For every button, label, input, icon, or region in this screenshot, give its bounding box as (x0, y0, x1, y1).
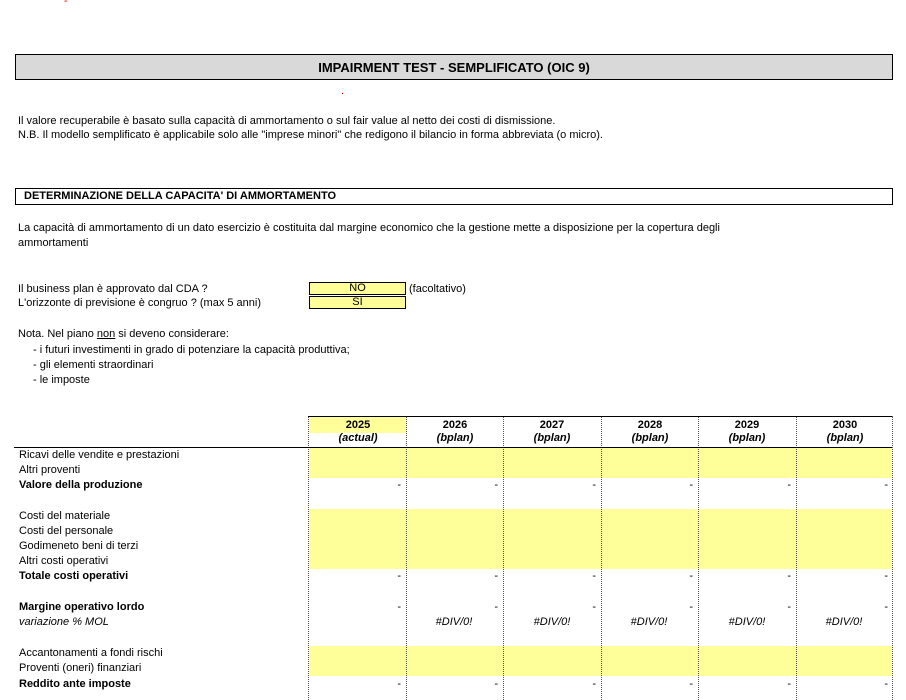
cell-totale-costi-2027[interactable]: - (592, 570, 596, 582)
year-label: 2029 (734, 419, 760, 431)
column-separator (698, 416, 699, 700)
row-label-costi-personale: Costi del personale (19, 525, 114, 537)
cell-valore-produzione-2028[interactable]: - (689, 479, 693, 491)
question-orizzonte-label: L'orizzonte di previsione è congruo ? (max 5 anni) (18, 297, 262, 309)
row-label-costi-materiale: Costi del materiale (19, 510, 111, 522)
year-type: (actual) (338, 432, 378, 444)
column-separator (503, 416, 504, 700)
year-label: 2026 (442, 419, 468, 431)
cell-reddito-2027[interactable]: - (592, 678, 596, 690)
nota-item: - le imposte (33, 374, 90, 386)
table-top-border (308, 416, 892, 417)
cell-mol-2028[interactable]: - (689, 601, 693, 613)
red-mark-top: - (64, 0, 68, 7)
column-separator (308, 416, 309, 700)
cell-reddito-2029[interactable]: - (787, 678, 791, 690)
year-type: (bplan) (631, 432, 669, 444)
cell-valore-produzione-2026[interactable]: - (494, 479, 498, 491)
cell-valore-produzione-2027[interactable]: - (592, 479, 596, 491)
section-desc-2: ammortamenti (18, 237, 89, 249)
year-header-2025 (310, 419, 406, 445)
cell-variazione-mol-2029[interactable]: #DIV/0! (728, 616, 766, 628)
cell-mol-2025[interactable]: - (397, 601, 401, 613)
row-label-altri-proventi: Altri proventi (19, 464, 81, 476)
cell-mol-2029[interactable]: - (787, 601, 791, 613)
year-header-2029 (699, 419, 795, 445)
year-type: (bplan) (826, 432, 864, 444)
row-label-proventi-finanziari: Proventi (oneri) finanziari (19, 662, 142, 674)
cell-reddito-2028[interactable]: - (689, 678, 693, 690)
nota-item: - gli elementi straordinari (33, 359, 154, 371)
nota-heading (18, 327, 229, 341)
cell-reddito-2030[interactable]: - (884, 678, 888, 690)
cell-valore-produzione-2029[interactable]: - (787, 479, 791, 491)
year-label: 2030 (832, 419, 858, 431)
column-separator (892, 416, 893, 700)
cell-totale-costi-2028[interactable]: - (689, 570, 693, 582)
column-separator (796, 416, 797, 700)
section-desc-1: La capacità di ammortamento di un dato esercizio è costituita dal margine economico che la gestione mette a disposizione per la copertura degli (18, 222, 720, 234)
year-type: (bplan) (436, 432, 474, 444)
year-header-2028 (602, 419, 698, 445)
row-label-variazione-mol: variazione % MOL (19, 616, 109, 628)
row-label-godimento: Godimeneto beni di terzi (19, 540, 139, 552)
cell-variazione-mol-2026[interactable]: #DIV/0! (435, 616, 473, 628)
column-separator (406, 416, 407, 700)
orizzonte-congruo-input[interactable]: SI (309, 296, 406, 309)
cell-totale-costi-2025[interactable]: - (397, 570, 401, 582)
nota-underlined: non (96, 328, 116, 340)
cell-totale-costi-2026[interactable]: - (494, 570, 498, 582)
year-header-2027 (504, 419, 600, 445)
cell-reddito-2026[interactable]: - (494, 678, 498, 690)
page-title: IMPAIRMENT TEST - SEMPLIFICATO (OIC 9) (15, 54, 893, 80)
nota-prefix: Nota. Nel piano (18, 328, 97, 340)
year-header-2030 (797, 419, 893, 445)
intro-line-1: Il valore recuperabile è basato sulla capacità di ammortamento o sul fair value al netto dei costi di dismissione. (18, 115, 556, 127)
row-label-mol: Margine operativo lordo (19, 601, 145, 613)
row-label-ricavi: Ricavi delle vendite e prestazioni (19, 449, 180, 461)
row-label-accantonamenti: Accantonamenti a fondi rischi (19, 647, 163, 659)
nota-suffix: si deveno considerare: (115, 328, 229, 340)
row-label-totale-costi: Totale costi operativi (19, 570, 129, 582)
year-type: (bplan) (533, 432, 571, 444)
cell-reddito-2025[interactable]: - (397, 678, 401, 690)
column-separator (601, 416, 602, 700)
cell-totale-costi-2029[interactable]: - (787, 570, 791, 582)
year-label: 2028 (637, 419, 663, 431)
red-mark-mid: . (341, 85, 345, 97)
cell-valore-produzione-2030[interactable]: - (884, 479, 888, 491)
section-title: DETERMINAZIONE DELLA CAPACITA' DI AMMORTAMENTO (15, 188, 893, 205)
cell-mol-2026[interactable]: - (494, 601, 498, 613)
cell-mol-2027[interactable]: - (592, 601, 596, 613)
cell-variazione-mol-2030[interactable]: #DIV/0! (825, 616, 863, 628)
year-type: (bplan) (728, 432, 766, 444)
row-label-valore-produzione: Valore della produzione (19, 479, 143, 491)
year-label: 2027 (539, 419, 565, 431)
year-label: 2025 (345, 419, 371, 431)
cell-variazione-mol-2028[interactable]: #DIV/0! (630, 616, 668, 628)
cell-variazione-mol-2027[interactable]: #DIV/0! (533, 616, 571, 628)
year-header-2026 (407, 419, 503, 445)
business-plan-approved-input[interactable]: NO (309, 282, 406, 295)
row-label-reddito: Reddito ante imposte (19, 678, 131, 690)
cell-valore-produzione-2025[interactable]: - (397, 479, 401, 491)
cell-totale-costi-2030[interactable]: - (884, 570, 888, 582)
cell-mol-2030[interactable]: - (884, 601, 888, 613)
intro-line-2: N.B. Il modello semplificato è applicabile solo alle "imprese minori" che redigono il bilancio in forma abbreviata (o micro). (18, 129, 603, 141)
question-business-plan-label: Il business plan è approvato dal CDA ? (18, 283, 208, 295)
nota-item: - i futuri investimenti in grado di potenziare la capacità produttiva; (33, 344, 350, 356)
row-label-altri-costi: Altri costi operativi (19, 555, 109, 567)
question-business-plan-note: (facoltativo) (409, 283, 466, 295)
